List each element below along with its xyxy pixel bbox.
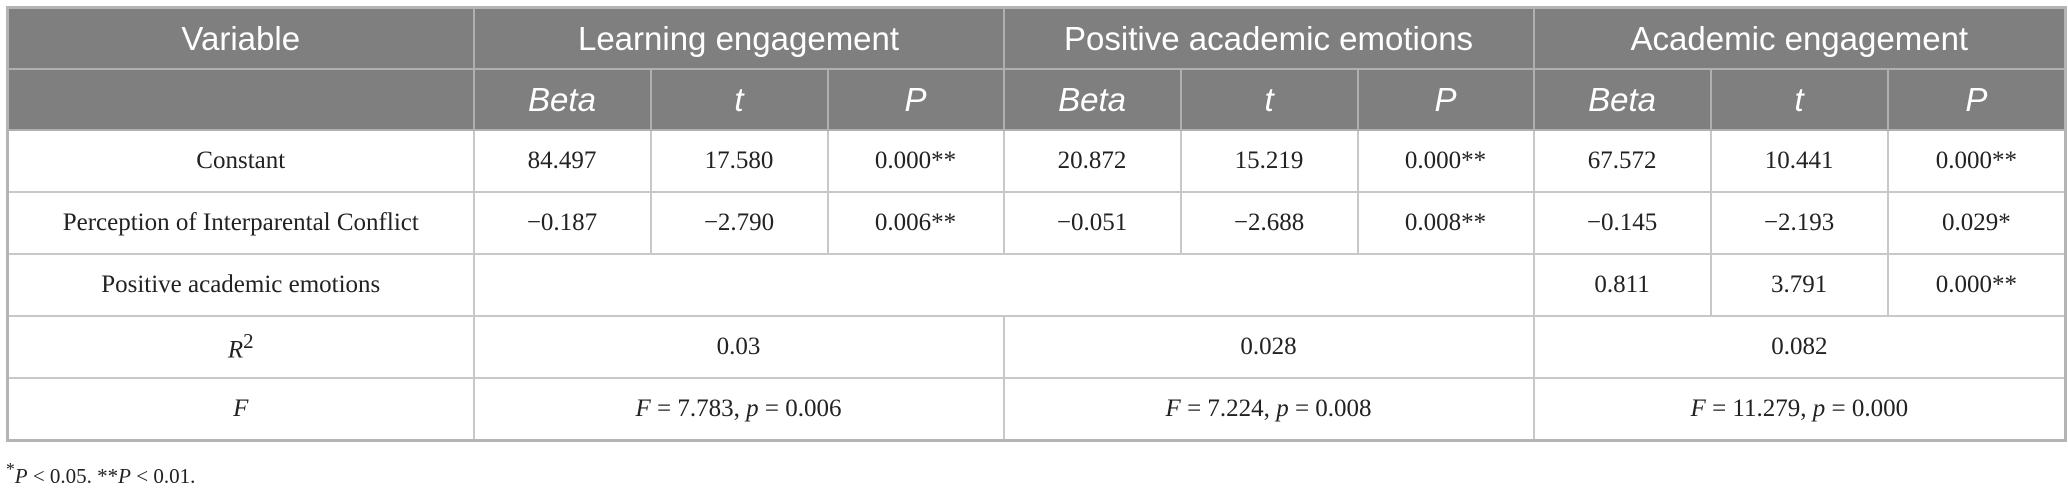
table-cell: 0.000**	[828, 130, 1004, 192]
header-row-groups	[8, 8, 2066, 70]
table-cell: 0.000**	[1888, 130, 2066, 192]
f-statistic-cell	[474, 378, 1004, 441]
table-cell: 0.811	[1534, 254, 1711, 316]
table-cell: 84.497	[474, 130, 651, 192]
header-beta: Beta	[1534, 69, 1711, 130]
p-symbol: p	[1276, 395, 1289, 422]
row-label-r-squared	[8, 316, 474, 378]
table-cell: −0.051	[1004, 192, 1181, 254]
p-symbol: p	[1812, 395, 1826, 422]
header-row-subcolumns	[8, 69, 2066, 130]
f-value: = 7.224,	[1180, 395, 1277, 422]
table-cell: 0.000**	[1358, 130, 1534, 192]
table-cell: −2.193	[1711, 192, 1888, 254]
table-cell: −0.145	[1534, 192, 1711, 254]
footnote-text: < 0.01.	[131, 464, 196, 488]
table-cell: 17.580	[651, 130, 828, 192]
header-blank-cell	[8, 69, 474, 130]
table-footnote	[6, 459, 195, 489]
empty-merged-cell	[474, 254, 1534, 316]
header-t: t	[1181, 69, 1358, 130]
table-cell: 0.008**	[1358, 192, 1534, 254]
f-symbol: F	[635, 395, 651, 422]
table-cell: −2.790	[651, 192, 828, 254]
row-label: Positive academic emotions	[8, 254, 474, 316]
r-symbol: R	[227, 336, 244, 364]
header-p: P	[1888, 69, 2066, 130]
footnote-text: < 0.05. **	[27, 464, 119, 488]
header-group-learning-engagement: Learning engagement	[474, 8, 1004, 70]
f-value: = 11.279,	[1705, 395, 1813, 422]
header-p: P	[828, 69, 1004, 130]
row-label: Constant	[8, 130, 474, 192]
header-t: t	[1711, 69, 1888, 130]
table-cell: −0.187	[474, 192, 651, 254]
table-cell: −2.688	[1181, 192, 1358, 254]
f-value: = 7.783,	[650, 395, 747, 422]
table-cell: 0.029*	[1888, 192, 2066, 254]
footnote-star: *	[6, 459, 15, 479]
header-group-academic-engagement: Academic engagement	[1534, 8, 2066, 70]
r-squared-value: 0.03	[474, 316, 1004, 378]
p-value: = 0.008	[1288, 395, 1372, 422]
p-value: = 0.000	[1825, 395, 1909, 422]
r-squared-value: 0.028	[1004, 316, 1534, 378]
regression-table	[6, 6, 2067, 442]
header-group-positive-academic-emotions: Positive academic emotions	[1004, 8, 1534, 70]
header-variable: Variable	[8, 8, 474, 70]
r-squared-value: 0.082	[1534, 316, 2066, 378]
regression-table-container	[6, 6, 2064, 442]
table-row-positive-academic-emotions	[8, 254, 2066, 316]
table-row-r-squared	[8, 316, 2066, 378]
row-label: Perception of Interparental Conflict	[8, 192, 474, 254]
table-cell: 10.441	[1711, 130, 1888, 192]
f-statistic-cell	[1004, 378, 1534, 441]
f-symbol: F	[1690, 395, 1706, 422]
table-cell: 0.006**	[828, 192, 1004, 254]
p-symbol: p	[746, 395, 759, 422]
table-row-interparental-conflict	[8, 192, 2066, 254]
table-cell: 67.572	[1534, 130, 1711, 192]
table-cell: 15.219	[1181, 130, 1358, 192]
footnote-p-symbol: P	[118, 464, 131, 488]
f-symbol: F	[1165, 395, 1181, 422]
p-value: = 0.006	[758, 395, 842, 422]
superscript-two: 2	[243, 329, 254, 354]
row-label-f: F	[8, 378, 474, 441]
header-beta: Beta	[1004, 69, 1181, 130]
f-statistic-cell	[1534, 378, 2066, 441]
table-cell: 0.000**	[1888, 254, 2066, 316]
footnote-p-symbol: P	[14, 464, 28, 488]
table-cell: 20.872	[1004, 130, 1181, 192]
table-cell: 3.791	[1711, 254, 1888, 316]
header-beta: Beta	[474, 69, 651, 130]
table-row-constant	[8, 130, 2066, 192]
table-row-f	[8, 378, 2066, 441]
header-p: P	[1358, 69, 1534, 130]
header-t: t	[651, 69, 828, 130]
